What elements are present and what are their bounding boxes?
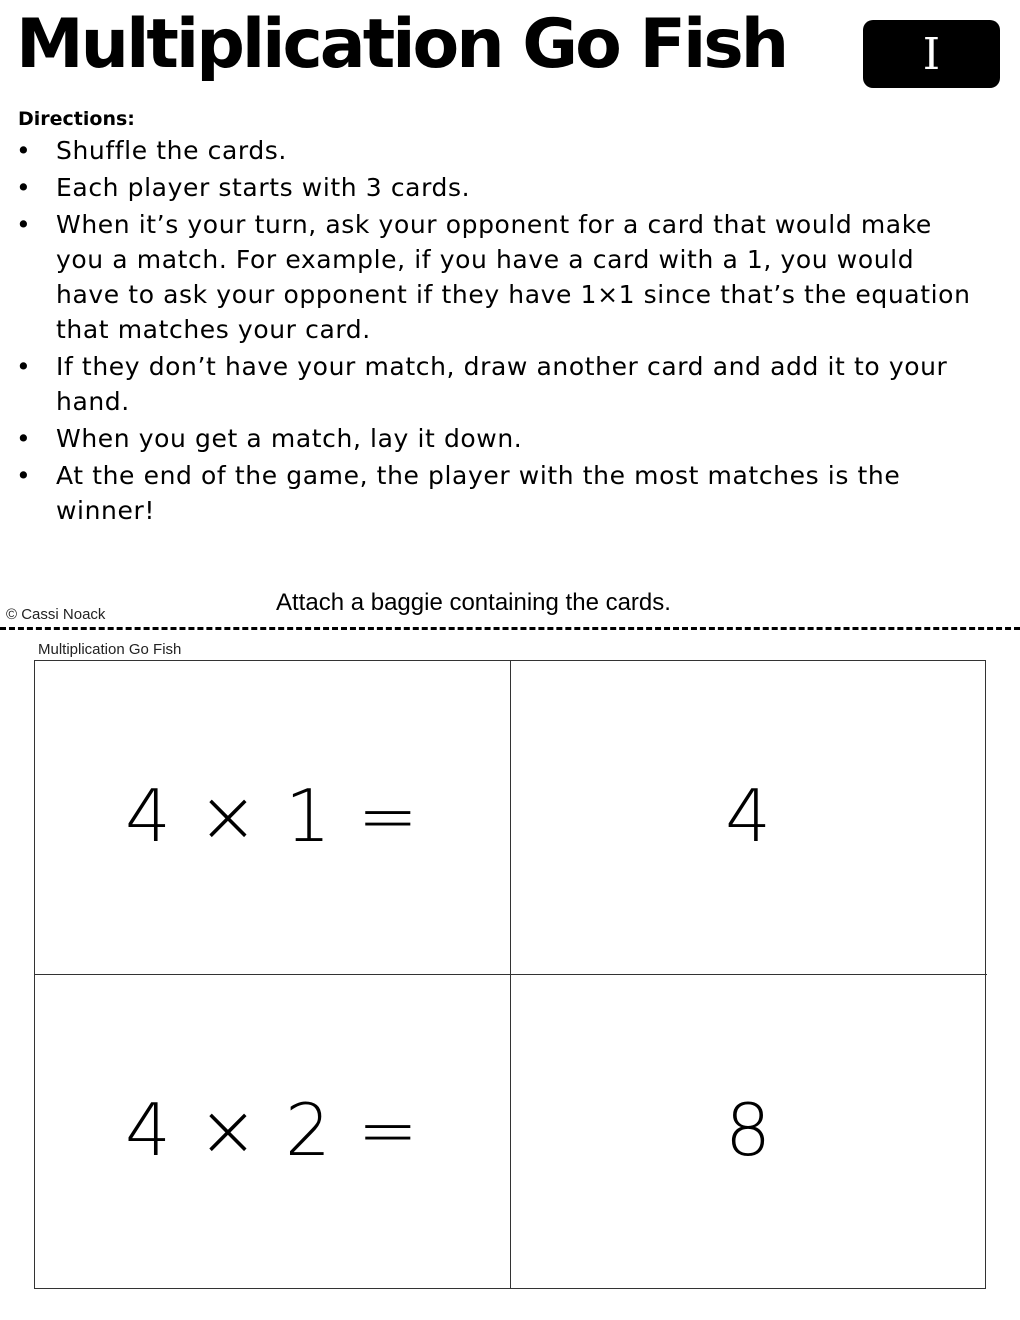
- direction-text: When you get a match, lay it down.: [56, 424, 523, 453]
- direction-text: At the end of the game, the player with the most matches is the winner!: [56, 461, 901, 525]
- bullet-icon: •: [16, 352, 32, 381]
- card-answer: [511, 661, 987, 975]
- card-answer: [511, 975, 987, 1289]
- card-text: 4 × 1 =: [125, 773, 420, 858]
- bullet-icon: •: [16, 136, 32, 165]
- directions-list: [16, 133, 976, 530]
- page-title: Multiplication Go Fish: [16, 5, 787, 84]
- direction-item: [16, 207, 976, 347]
- direction-item: [16, 458, 976, 528]
- cards-sheet-label: Multiplication Go Fish: [38, 641, 182, 658]
- card-equation: [35, 661, 511, 975]
- direction-item: [16, 421, 976, 456]
- direction-text: When it’s your turn, ask your opponent for a card that would make you a match. For example, if you have a card with a 1, you would have to ask your opponent if they have 1×1 since that’s the equation that matches your card.: [56, 210, 971, 344]
- cut-line-divider: [0, 627, 1020, 630]
- card-equation: [35, 975, 511, 1289]
- direction-item: [16, 133, 976, 168]
- cards-grid: [34, 660, 986, 1289]
- direction-item: [16, 170, 976, 205]
- direction-text: Shuffle the cards.: [56, 136, 287, 165]
- directions-heading: Directions:: [18, 108, 135, 130]
- bullet-icon: •: [16, 173, 32, 202]
- bullet-icon: •: [16, 461, 32, 490]
- card-text: 8: [725, 1088, 773, 1172]
- direction-item: [16, 349, 976, 419]
- direction-text: If they don’t have your match, draw another card and add it to your hand.: [56, 352, 948, 416]
- card-text: 4: [725, 773, 773, 858]
- bullet-icon: •: [16, 210, 32, 239]
- level-badge: I: [863, 20, 1000, 88]
- copyright-notice: © Cassi Noack: [6, 606, 106, 623]
- direction-text: Each player starts with 3 cards.: [56, 173, 471, 202]
- card-text: 4 × 2 =: [125, 1088, 420, 1172]
- bullet-icon: •: [16, 424, 32, 453]
- attach-instruction: Attach a baggie containing the cards.: [276, 589, 671, 616]
